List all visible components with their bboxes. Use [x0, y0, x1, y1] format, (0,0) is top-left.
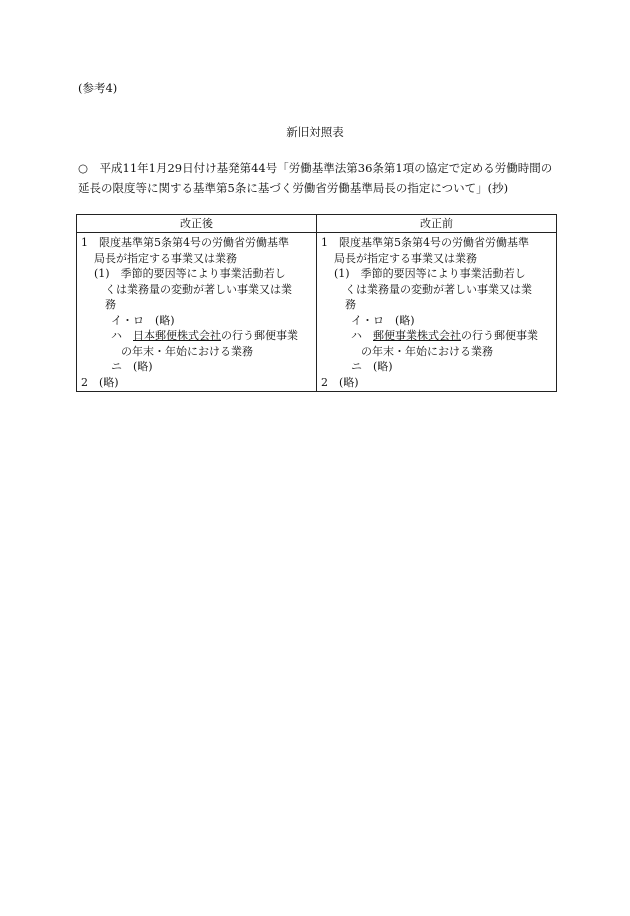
sub-item-ha-cont: の年末・年始における業務	[121, 344, 253, 358]
sub-item-i-ro: イ・ロ (略)	[351, 313, 415, 327]
sub-item-ha	[321, 328, 552, 344]
document-title: 新旧対照表	[286, 125, 344, 139]
column-after	[77, 233, 317, 392]
sub-item-ha	[81, 328, 312, 344]
amended-text-underlined: 日本郵便株式会社	[133, 329, 221, 342]
sub-item-i-ro: イ・ロ (略)	[111, 313, 175, 327]
ha-prefix: ハ	[351, 329, 373, 342]
item1-line: 1 限度基準第5条第4号の労働省労働基準	[321, 236, 529, 249]
item1-line: 局長が指定する事業又は業務	[94, 251, 237, 265]
sub1-line: くは業務量の変動が著しい事業又は業	[345, 282, 532, 296]
sub-item-ha-cont: の年末・年始における業務	[361, 344, 493, 358]
item1-line: 局長が指定する事業又は業務	[334, 251, 477, 265]
sub-item-ni: ニ (略)	[111, 360, 153, 373]
intro-line-1: ○ 平成11年1月29日付け基発第44号「労働基準法第36条第1項の協定で定める労働時間の	[78, 161, 553, 175]
column-before	[317, 233, 557, 392]
item2-line: 2 (略)	[81, 375, 119, 389]
sub1-line: 務	[345, 298, 356, 311]
comparison-table	[76, 214, 557, 392]
ha-prefix: ハ	[111, 329, 133, 342]
ha-suffix: の行う郵便事業	[221, 329, 298, 342]
amended-text-underlined: 郵便事業株式会社	[373, 329, 461, 342]
intro-line-2: 延長の限度等に関する基準第5条に基づく労働省労働基準局長の指定について」(抄)	[78, 181, 509, 195]
header-before: 改正前	[317, 215, 557, 233]
header-after: 改正後	[77, 215, 317, 233]
item2-line: 2 (略)	[321, 375, 359, 389]
sub1-line: (1) 季節的要因等により事業活動若し	[94, 267, 286, 280]
item1-line: 1 限度基準第5条第4号の労働省労働基準	[81, 236, 289, 249]
sub1-line: (1) 季節的要因等により事業活動若し	[334, 267, 526, 280]
table-row	[77, 233, 557, 392]
sub1-line: くは業務量の変動が著しい事業又は業	[105, 282, 292, 296]
sub1-line: 務	[105, 298, 116, 311]
ha-suffix: の行う郵便事業	[461, 329, 538, 342]
intro-paragraph	[78, 158, 556, 198]
sub-item-ni: ニ (略)	[351, 360, 393, 373]
table-header-row	[77, 215, 557, 233]
reference-label: (参考4)	[78, 81, 118, 95]
